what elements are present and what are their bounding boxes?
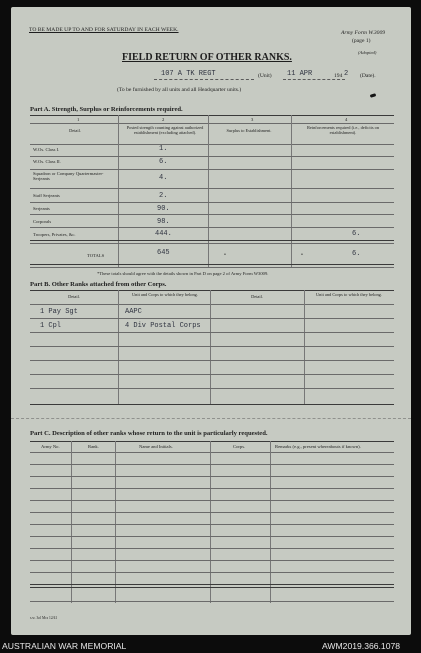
- row-posted: 2.: [159, 192, 168, 200]
- year-value: 2: [344, 70, 349, 78]
- form-number: Army Form W.3009: [341, 30, 386, 36]
- row-posted: 6.: [159, 158, 168, 166]
- totals-surplus-mark: •: [224, 252, 226, 258]
- row-detail: Serjeants: [33, 206, 50, 211]
- col-header-army-no: Army No.: [41, 444, 60, 449]
- col-header-reinforcements: Reinforcements required (i.e., deficits on establishment).: [306, 125, 380, 135]
- row-detail: W.Os. Class II.: [33, 159, 61, 164]
- col-header-remarks: Remarks (e.g., present whereabouts if known).: [275, 444, 361, 449]
- part-b-heading: Part B. Other Ranks attached from other Corps.: [30, 281, 167, 288]
- totals-reinforcements: 6.: [352, 250, 361, 258]
- col-header-surplus: Surplus to Establishment.: [226, 128, 272, 133]
- col-header-detail-2: Detail.: [251, 294, 263, 299]
- row-posted: 444.: [155, 230, 172, 238]
- attached-detail: 1 Cpl: [40, 322, 62, 330]
- totals-label: TOTALS: [87, 253, 105, 258]
- col-header-detail: Detail.: [69, 128, 81, 133]
- row-detail: Troopers, Privates, &c.: [33, 232, 76, 237]
- col-header-unit-corps: Unit and Corps to which they belong.: [132, 292, 198, 297]
- date-value: 11 APR: [287, 70, 313, 78]
- row-posted: 90.: [157, 205, 170, 213]
- unit-label: (Unit): [258, 73, 272, 79]
- col-header-rank: Rank.: [88, 444, 99, 449]
- col-number: 3: [251, 117, 254, 122]
- attached-detail: 1 Pay Sgt: [40, 308, 78, 316]
- col-number: 2: [162, 117, 165, 122]
- row-posted: 98.: [157, 218, 170, 226]
- unit-line: [154, 79, 254, 80]
- row-detail: Corporals: [33, 219, 52, 224]
- date-line: [283, 79, 345, 80]
- row-detail: Staff Serjeants: [33, 193, 60, 198]
- col-header-detail: Detail.: [68, 294, 80, 299]
- row-posted: 1.: [159, 145, 168, 153]
- col-header-corps: Corps.: [233, 444, 246, 449]
- furnished-note: (To be furnished by all units and all Headquarter units.): [117, 87, 242, 93]
- col-header-posted: Posted strength counting against authorized establishment (excluding attached).: [126, 125, 204, 135]
- col-number: 4: [345, 117, 348, 122]
- row-detail: Squadron or Company Quartermaster-Serjeants: [33, 171, 104, 181]
- top-note: TO BE MADE UP TO AND FOR SATURDAY IN EACH WEEK.: [29, 27, 179, 33]
- printer-imprint: s.w. 3ol Mcs 12/41: [30, 616, 58, 620]
- ink-mark: [370, 93, 377, 98]
- attached-unit: AAPC: [125, 308, 142, 316]
- col-number: 1: [77, 117, 80, 122]
- part-c-heading: Part C. Description of other ranks whose return to the unit is particularly requested.: [30, 430, 268, 437]
- unit-value: 107 A TK REGT: [161, 70, 216, 78]
- totals-surplus-mark-2: •: [301, 252, 303, 258]
- caption-right: AWM2019.366.1078: [322, 641, 401, 651]
- row-reinforcements: 6.: [352, 230, 361, 238]
- page-number: (page 1): [352, 38, 371, 44]
- totals-note: *These totals should agree with the details shown in Part D on page 2 of Army Form W3009.: [97, 271, 269, 276]
- totals-posted: 645: [157, 249, 170, 257]
- caption-left: AUSTRALIAN WAR MEMORIAL: [2, 641, 127, 651]
- date-label: (Date).: [360, 73, 376, 79]
- fold-line: [11, 418, 411, 419]
- col-header-name: Name and Initials.: [139, 444, 173, 449]
- caption-bar: [0, 640, 421, 653]
- attached-unit: 4 Div Postal Corps: [125, 322, 201, 330]
- adopted-note: (Adopted): [358, 50, 377, 55]
- row-detail: W.Os. Class I.: [33, 147, 60, 152]
- part-a-heading: Part A. Strength, Surplus or Reinforcements required.: [30, 106, 183, 113]
- form-sheet: [11, 7, 411, 635]
- row-posted: 4.: [159, 174, 168, 182]
- year-prefix: 194: [334, 73, 343, 79]
- form-title: FIELD RETURN OF OTHER RANKS.: [122, 52, 292, 63]
- col-header-unit-corps-2: Unit and Corps to which they belong.: [316, 292, 382, 297]
